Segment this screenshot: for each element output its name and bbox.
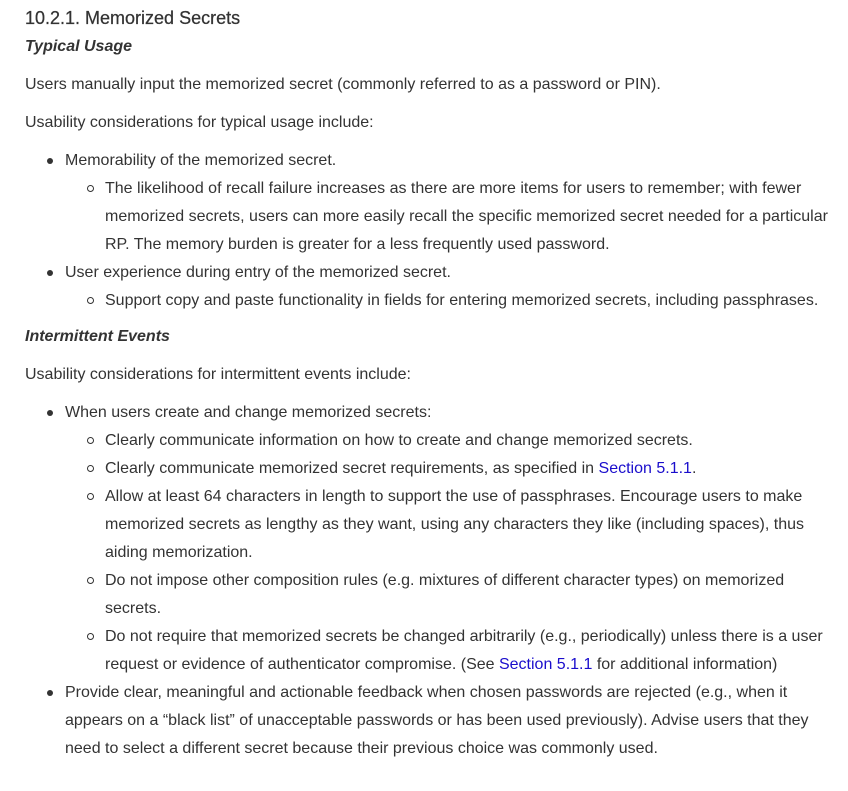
list-item bbox=[25, 399, 834, 679]
sub-list-item-text: Support copy and paste functionality in fields for entering memorized secrets, including passphrases. bbox=[105, 292, 819, 309]
section-title: 10.2.1. Memorized Secrets bbox=[25, 8, 241, 28]
sub-list-item bbox=[65, 455, 834, 483]
typical-usage-intro: Users manually input the memorized secret (commonly referred to as a password or PIN). bbox=[25, 76, 661, 93]
typical-usage-considerations-lead: Usability considerations for typical usage include: bbox=[25, 114, 374, 131]
sub-list-item bbox=[65, 567, 834, 623]
sub-list-item bbox=[65, 623, 834, 679]
sub-list-item bbox=[65, 287, 834, 315]
sub-list-item-text: Do not require that memorized secrets be changed arbitrarily (e.g., periodically) unless there is a user request or evidence of authenticator compromise. (See bbox=[105, 628, 823, 673]
sub-list-item bbox=[65, 175, 834, 259]
list-item-text: Memorability of the memorized secret. bbox=[65, 152, 337, 169]
sub-list-item-text: Allow at least 64 characters in length to support the use of passphrases. Encourage users to make memorized secrets as lengthy as they want, using any characters they like (including spaces), thus aiding memorization. bbox=[105, 488, 804, 561]
list-item bbox=[25, 147, 834, 259]
sub-list-item bbox=[65, 483, 834, 567]
sub-list-item-text: Clearly communicate information on how to create and change memorized secrets. bbox=[105, 432, 693, 449]
intermittent-events-list bbox=[25, 399, 834, 763]
sub-list bbox=[65, 427, 834, 679]
typical-usage-heading: Typical Usage bbox=[25, 38, 133, 55]
disc-bullet-icon bbox=[47, 410, 53, 416]
circle-bullet-icon bbox=[87, 633, 94, 640]
disc-bullet-icon bbox=[47, 270, 53, 276]
sub-list-item-text: Do not impose other composition rules (e.g. mixtures of different character types) on memorized secrets. bbox=[105, 572, 785, 617]
list-item-text: Provide clear, meaningful and actionable feedback when chosen passwords are rejected (e.g., when it appears on a “black list” of unacceptable passwords or has been used previously). Advise users that they need to select a different secret because their previous choice was commonly used. bbox=[65, 684, 809, 757]
list-item-text: User experience during entry of the memorized secret. bbox=[65, 264, 451, 281]
intermittent-events-considerations-lead: Usability considerations for intermittent events include: bbox=[25, 366, 411, 383]
typical-usage-list bbox=[25, 147, 834, 315]
sub-list-item-text-end: for additional information) bbox=[592, 656, 778, 673]
list-item bbox=[25, 679, 834, 763]
intermittent-events-heading: Intermittent Events bbox=[25, 328, 170, 345]
sub-list-item-text: Clearly communicate memorized secret requirements, as specified in bbox=[105, 460, 599, 477]
sub-list bbox=[65, 175, 834, 259]
circle-bullet-icon bbox=[87, 297, 94, 304]
list-item bbox=[25, 259, 834, 315]
disc-bullet-icon bbox=[47, 690, 53, 696]
sub-list bbox=[65, 287, 834, 315]
disc-bullet-icon bbox=[47, 158, 53, 164]
circle-bullet-icon bbox=[87, 465, 94, 472]
circle-bullet-icon bbox=[87, 437, 94, 444]
list-item-text: When users create and change memorized secrets: bbox=[65, 404, 432, 421]
circle-bullet-icon bbox=[87, 577, 94, 584]
section-5-1-1-link[interactable]: Section 5.1.1 bbox=[598, 460, 692, 477]
section-5-1-1-link[interactable]: Section 5.1.1 bbox=[498, 656, 593, 673]
sub-list-item bbox=[65, 427, 834, 455]
circle-bullet-icon bbox=[87, 493, 94, 500]
sub-list-item-text: The likelihood of recall failure increases as there are more items for users to remember; with fewer memorized secrets, users can more easily recall the specific memorized secret needed for a particular RP. The memory burden is greater for a less frequently used password. bbox=[105, 180, 828, 253]
circle-bullet-icon bbox=[87, 185, 94, 192]
sub-list-item-text-end: . bbox=[691, 460, 697, 477]
